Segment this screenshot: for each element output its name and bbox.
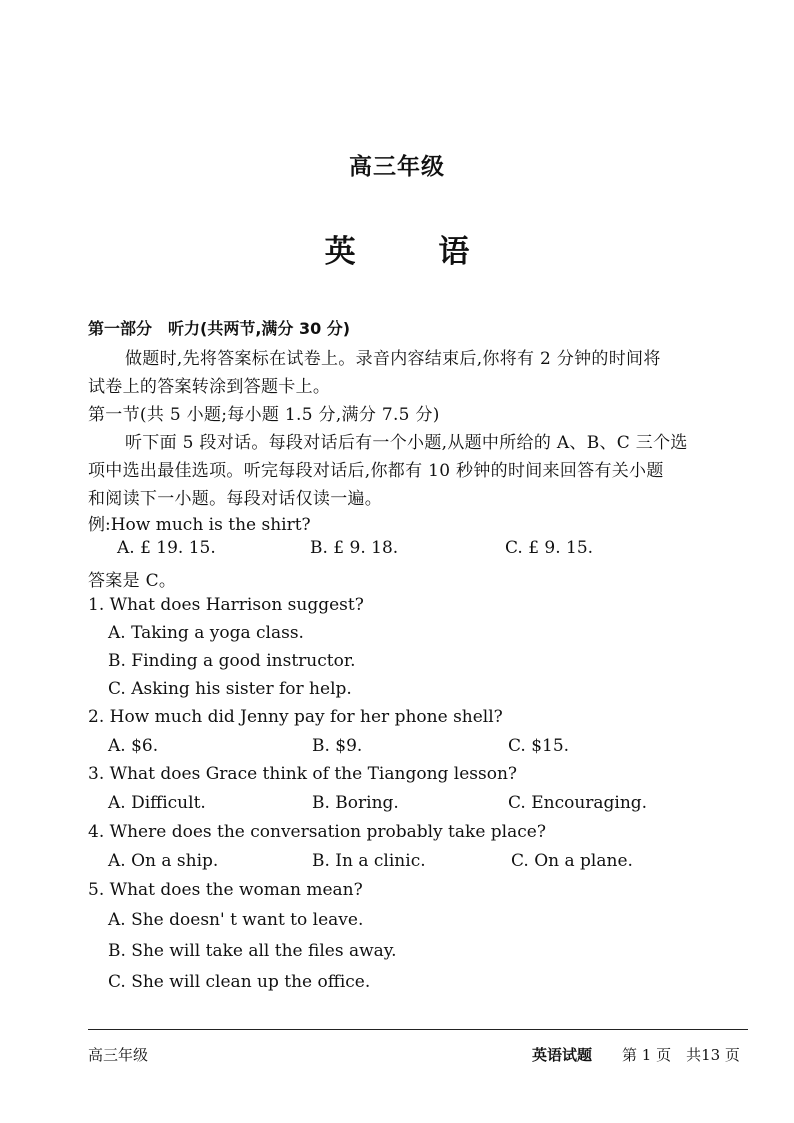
section-line-3: 和阅读下一小题。每段对话仅读一遍。 bbox=[88, 489, 383, 509]
footer-divider bbox=[88, 1029, 748, 1030]
footer-grade: 高三年级 bbox=[88, 1046, 149, 1064]
question-1-stem: 1. What does Harrison suggest? bbox=[88, 595, 364, 615]
section-line-1: 听下面 5 段对话。每段对话后有一个小题,从题中所给的 A、B、C 三个选 bbox=[125, 433, 688, 453]
question-2-stem: 2. How much did Jenny pay for her phone shell? bbox=[88, 707, 503, 727]
question-1-option-b: B. Finding a good instructor. bbox=[108, 651, 356, 671]
footer-subject: 英语试题 bbox=[532, 1046, 593, 1064]
subject-title: 英 语 bbox=[324, 234, 506, 270]
question-4-option-a: A. On a ship. bbox=[108, 851, 219, 871]
footer-page-number: 第 1 页 共13 页 bbox=[622, 1046, 740, 1064]
question-2-option-c: C. $15. bbox=[508, 736, 570, 756]
question-5-option-a: A. She doesn' t want to leave. bbox=[108, 910, 364, 930]
example-answer: 答案是 C。 bbox=[88, 571, 177, 591]
question-2-option-a: A. $6. bbox=[108, 736, 159, 756]
question-3-stem: 3. What does Grace think of the Tiangong lesson? bbox=[88, 764, 518, 784]
question-1-option-c: C. Asking his sister for help. bbox=[108, 679, 352, 699]
question-4-option-b: B. In a clinic. bbox=[312, 851, 426, 871]
question-3-option-c: C. Encouraging. bbox=[508, 793, 648, 813]
question-2-option-b: B. $9. bbox=[312, 736, 363, 756]
grade-title: 高三年级 bbox=[349, 154, 445, 180]
question-1-option-a: A. Taking a yoga class. bbox=[108, 623, 304, 643]
question-5-stem: 5. What does the woman mean? bbox=[88, 880, 363, 900]
example-question: 例:How much is the shirt? bbox=[88, 515, 311, 535]
question-5-option-c: C. She will clean up the office. bbox=[108, 972, 371, 992]
question-4-option-c: C. On a plane. bbox=[511, 851, 633, 871]
question-3-option-a: A. Difficult. bbox=[108, 793, 206, 813]
example-option-a: A. £ 19. 15. bbox=[117, 538, 216, 558]
section-line-2: 项中选出最佳选项。听完每段对话后,你都有 10 秒钟的时间来回答有关小题 bbox=[88, 461, 664, 481]
intro-line-2: 试卷上的答案转涂到答题卡上。 bbox=[88, 377, 331, 397]
section-heading: 第一节(共 5 小题;每小题 1.5 分,满分 7.5 分) bbox=[88, 405, 440, 425]
question-4-stem: 4. Where does the conversation probably take place? bbox=[88, 822, 546, 842]
question-5-option-b: B. She will take all the files away. bbox=[108, 941, 397, 961]
example-option-b: B. £ 9. 18. bbox=[310, 538, 399, 558]
question-3-option-b: B. Boring. bbox=[312, 793, 399, 813]
part-heading: 第一部分 听力(共两节,满分 30 分) bbox=[88, 319, 351, 338]
example-option-c: C. £ 9. 15. bbox=[505, 538, 594, 558]
intro-line-1: 做题时,先将答案标在试卷上。录音内容结束后,你将有 2 分钟的时间将 bbox=[125, 349, 661, 369]
